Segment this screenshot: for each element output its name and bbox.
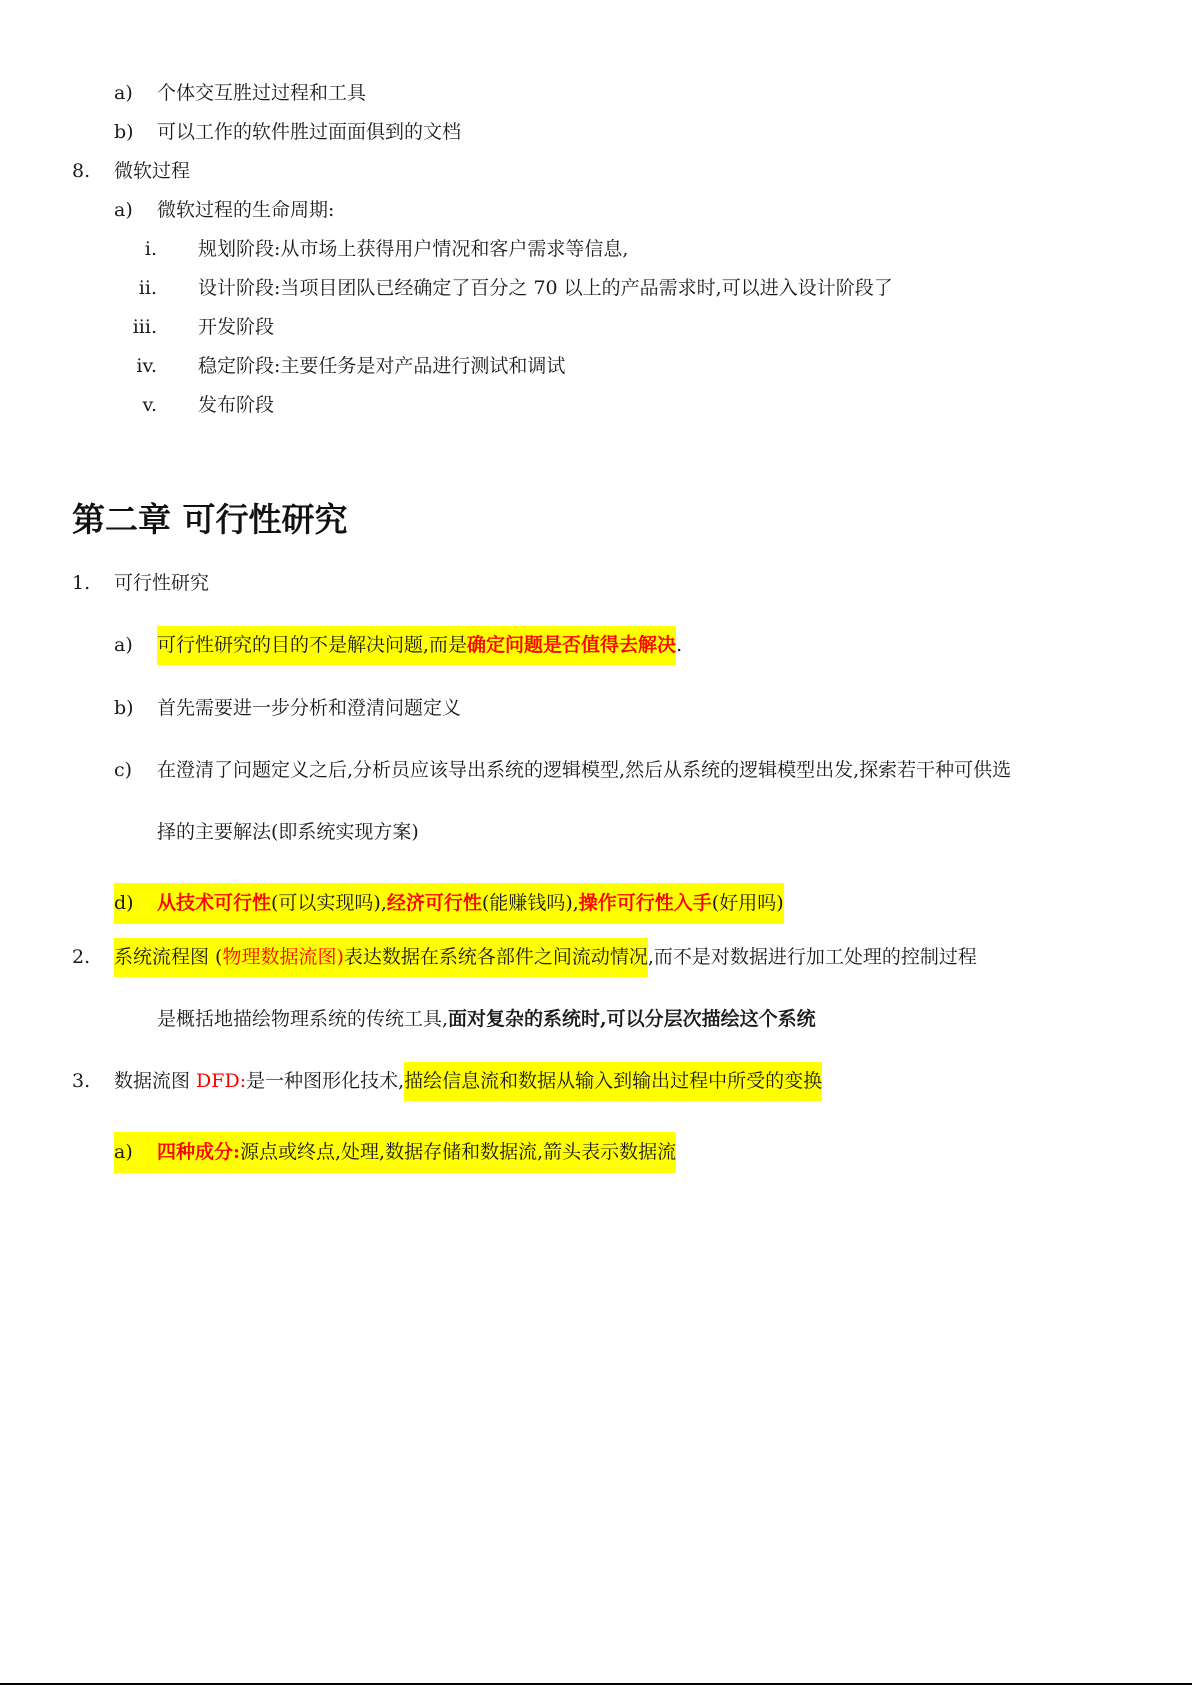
emphasis-text: 物理数据流图): [222, 938, 343, 977]
emphasis-text: 确定问题是否值得去解决: [467, 626, 676, 665]
list-marker: c): [114, 759, 133, 781]
list-item-text: 规划阶段:从市场上获得用户情况和客户需求等信息,: [198, 238, 629, 260]
list-marker: 1.: [72, 572, 91, 594]
list-item-text: 设计阶段:当项目团队已经确定了百分之 70 以上的产品需求时,可以进入设计阶段了: [198, 277, 893, 299]
plain-text: (能赚钱吗),: [481, 892, 579, 914]
plain-text: 是一种图形化技术,: [246, 1070, 405, 1092]
list-item-text: 可以工作的软件胜过面面俱到的文档: [157, 121, 462, 143]
list-marker: i.: [144, 238, 157, 260]
list-marker: v.: [142, 394, 157, 416]
plain-text: (好用吗): [711, 892, 784, 914]
list-marker: d): [114, 892, 134, 914]
list-item-text: 微软过程: [114, 160, 191, 182]
list-marker: a): [114, 1141, 133, 1163]
punctuation: .: [676, 634, 683, 656]
list-item-text: 稳定阶段:主要任务是对产品进行测试和调试: [198, 355, 566, 377]
plain-text: 源点或终点,处理,数据存储和数据流,箭头表示数据流: [240, 1141, 677, 1163]
list-marker: b): [114, 121, 134, 143]
list-marker: iv.: [136, 355, 157, 377]
highlighted-line: [114, 883, 784, 924]
bold-text: 面对复杂的系统时,可以分层次描绘这个系统: [448, 1008, 816, 1030]
list-marker: 3.: [72, 1070, 91, 1092]
highlighted-text: 可行性研究的目的不是解决问题,而是: [157, 626, 467, 665]
section-title: 可行性研究: [114, 572, 210, 594]
list-marker: b): [114, 697, 134, 719]
list-marker: a): [114, 82, 133, 104]
emphasis-text: 从技术可行性: [157, 892, 272, 914]
list-item-text: 开发阶段: [198, 316, 275, 338]
list-item-text: [157, 1007, 816, 1031]
plain-text: (可以实现吗),: [271, 892, 387, 914]
list-marker: a): [114, 199, 133, 221]
highlighted-text: 描绘信息流和数据从输入到输出过程中所受的变换: [404, 1062, 822, 1101]
emphasis-text: 四种成分:: [157, 1141, 241, 1163]
plain-text: ,而不是对数据进行加工处理的控制过程: [647, 946, 977, 968]
emphasis-text: 操作可行性入手: [578, 892, 712, 914]
list-item-text: 首先需要进一步分析和澄清问题定义: [157, 697, 462, 719]
highlighted-text: 表达数据在系统各部件之间流动情况: [344, 938, 648, 977]
plain-text: 数据流图: [114, 1070, 197, 1092]
list-item-text: 个体交互胜过过程和工具: [157, 82, 367, 104]
list-item-text: 微软过程的生命周期:: [157, 199, 335, 221]
list-item-text: [114, 1069, 822, 1093]
highlighted-line: [114, 1132, 676, 1173]
highlighted-text: 系统流程图 (: [114, 938, 222, 977]
list-item-text: [157, 633, 682, 657]
chapter-title: 第二章 可行性研究: [72, 500, 348, 539]
list-marker: 8.: [72, 160, 91, 182]
list-marker: 2.: [72, 946, 91, 968]
list-item-text: [114, 945, 977, 969]
list-marker: a): [114, 634, 133, 656]
emphasis-text: 经济可行性: [386, 892, 482, 914]
list-item-text: 择的主要解法(即系统实现方案): [157, 821, 419, 843]
emphasis-text: DFD:: [196, 1070, 247, 1092]
list-item-text: 在澄清了问题定义之后,分析员应该导出系统的逻辑模型,然后从系统的逻辑模型出发,探索若干种可供选: [157, 759, 1012, 781]
list-item-text: 发布阶段: [198, 394, 275, 416]
plain-text: 是概括地描绘物理系统的传统工具,: [157, 1008, 449, 1030]
list-marker: iii.: [132, 316, 157, 338]
list-marker: ii.: [138, 277, 157, 299]
